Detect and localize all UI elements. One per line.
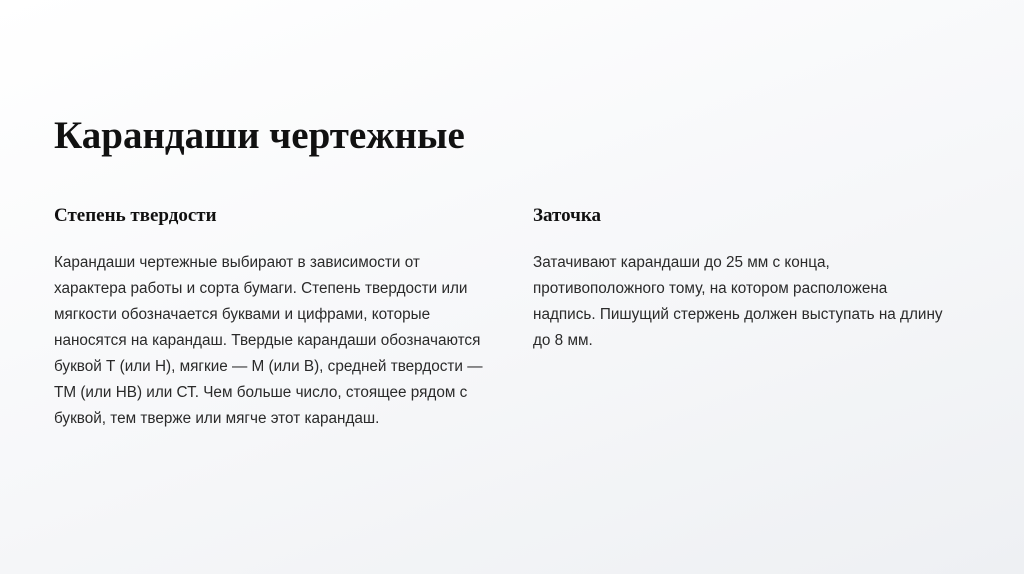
slide-title: Карандаши чертежные [54,114,465,157]
section-heading: Заточка [533,205,602,226]
section-heading: Степень твердости [54,205,217,226]
section-hardness [54,204,494,432]
section-body: Затачивают карандаши до 25 мм с конца, противоположного тому, на котором расположена надпись. Пишущий стержень должен выступать на длину до 8 мм. [533,254,943,349]
section-body: Карандаши чертежные выбирают в зависимости от характера работы и сорта бумаги. Степень твердости или мягкости обозначается буквами и цифрами, которые наносятся на карандаш. Твердые карандаши обозначаются буквой Т (или Н), мягкие — М (или В), средней твердости — ТМ (или НВ) или СТ. Чем больше число, стоящее рядом с буквой, тем тверже или мягче этот карандаш. [54,254,483,427]
section-sharpening [533,204,953,354]
